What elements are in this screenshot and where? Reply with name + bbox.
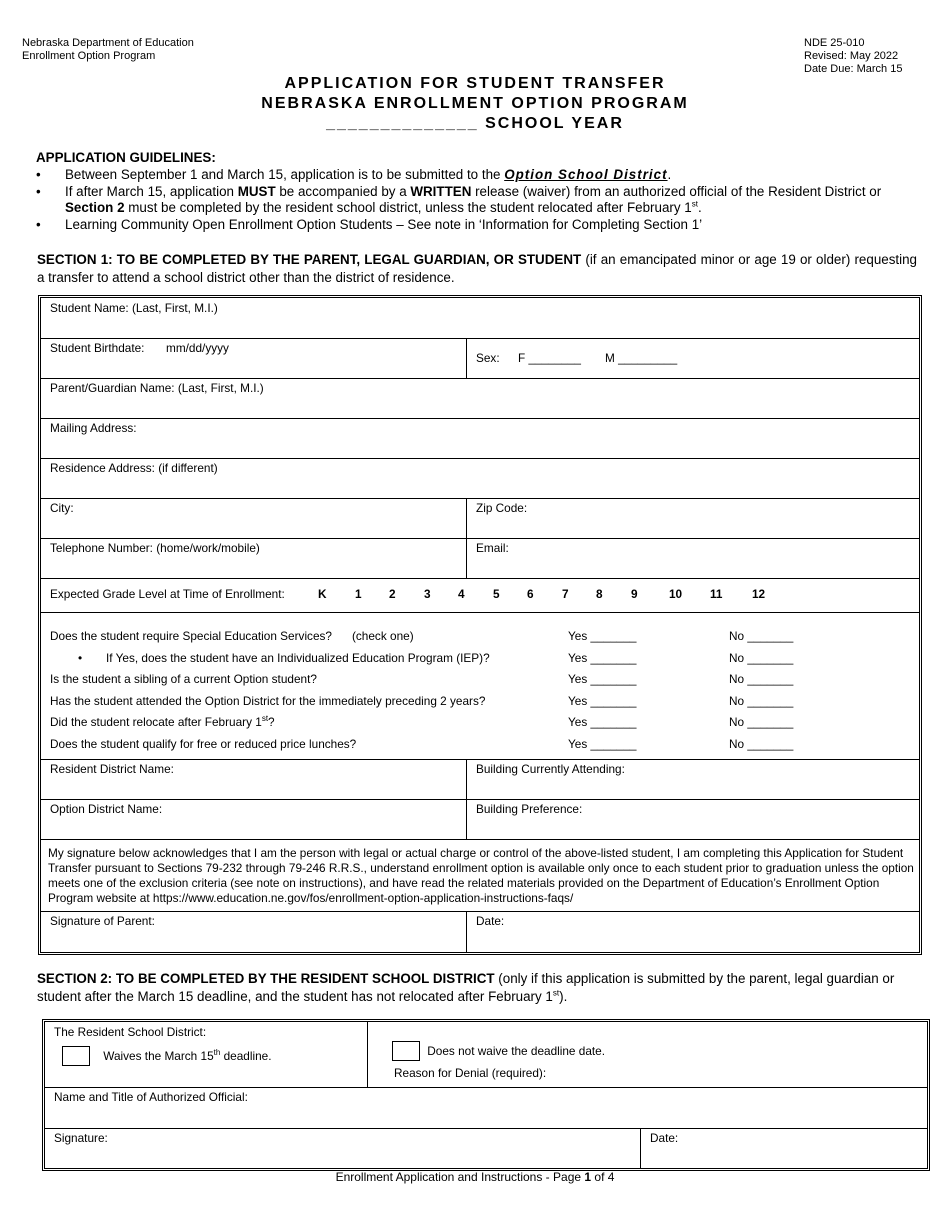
q2-no[interactable]: No _______	[729, 651, 794, 665]
title-line-1: APPLICATION FOR STUDENT TRANSFER	[284, 75, 666, 92]
g2-t2: be accompanied by a	[275, 184, 411, 199]
due-date: Date Due: March 15	[804, 63, 903, 75]
declaration-text: My signature below acknowledges that I am the person with legal or actual charge or control of the above-listed student, I am completing this Application for Student Transfer pursuant to Sections 79-232 through 79-246 R.R.S., understand enrollment option is available only once to each student prior to graduation unless the option meets one of the exclusion criteria (see note on instructions), and have read the related materials provided on the Department of Education’s Enrollment Option Program website at https://www.education.ne.gov/fos/enrollment-option-application-instructions-faqs/	[48, 846, 914, 905]
phone-row	[41, 538, 919, 579]
g2-sup: st	[691, 199, 698, 209]
g2-t3: release (waiver) from an authorized official of the Resident District or	[471, 184, 882, 199]
q6-text: Does the student qualify for free or reduced price lunches?	[50, 737, 357, 751]
waiver-cell	[45, 1022, 367, 1087]
building-preference-label: Building Preference:	[476, 802, 583, 816]
g2-t1: If after March 15, application	[65, 184, 238, 199]
sex-female[interactable]: F ________	[518, 351, 581, 365]
q4-text: Has the student attended the Option District for the immediately preceding 2 years?	[50, 694, 486, 708]
option-district-label: Option District Name:	[50, 802, 163, 816]
email-label: Email:	[476, 541, 509, 555]
g2-must: MUST	[237, 184, 276, 199]
g2-t5: .	[697, 200, 702, 215]
program-name: Enrollment Option Program	[22, 50, 156, 62]
section1-form	[38, 295, 922, 955]
mailing-address-field[interactable]: Mailing Address:	[50, 421, 137, 435]
q2-bullet: •	[78, 651, 83, 665]
g2-section2: Section 2	[65, 200, 125, 215]
resident-district-field[interactable]	[41, 759, 466, 799]
student-name-row	[41, 298, 919, 339]
q1-no[interactable]: No _______	[729, 629, 794, 643]
questions-block	[41, 612, 919, 760]
q4-no[interactable]: No _______	[729, 694, 794, 708]
grade-level-selector	[50, 578, 766, 610]
org-header	[22, 37, 194, 63]
phone-field[interactable]	[41, 538, 466, 578]
waives-option[interactable]	[62, 1046, 272, 1066]
parent-date-label: Date:	[476, 914, 505, 928]
option-district-field[interactable]	[41, 799, 466, 839]
question-relocate	[50, 711, 910, 733]
city-label: City:	[50, 501, 74, 515]
q6-no[interactable]: No _______	[729, 737, 794, 751]
q5-end: ?	[268, 715, 275, 729]
resident-district-heading: The Resident School District:	[54, 1025, 207, 1039]
official-name-field[interactable]: Name and Title of Authorized Official:	[54, 1090, 248, 1104]
grade-label: Expected Grade Level at Time of Enrollment:	[50, 587, 285, 601]
grade-5[interactable]: 5	[493, 587, 500, 601]
official-row	[45, 1087, 927, 1129]
guideline-1	[36, 167, 921, 183]
signature-row	[41, 911, 919, 952]
grade-7[interactable]: 7	[562, 587, 569, 601]
waives-end: deadline.	[220, 1049, 272, 1063]
question-attended	[50, 690, 910, 712]
footer-text: Enrollment Application and Instructions - Page	[335, 1170, 585, 1184]
sex-label: Sex:	[476, 351, 500, 365]
district-date-field[interactable]	[640, 1128, 927, 1168]
declaration-row	[41, 839, 919, 912]
waives-checkbox[interactable]	[62, 1046, 90, 1066]
grade-10[interactable]: 10	[669, 587, 683, 601]
q5-sup: st	[261, 714, 269, 724]
form-info	[804, 37, 902, 76]
grade-12[interactable]: 12	[752, 587, 766, 601]
application-guidelines	[36, 150, 921, 234]
section2-text: (only if this application is submitted by the parent, legal guardian or student after the March 15 deadline, and the student has not relocated after February 1	[37, 971, 895, 1004]
grade-8[interactable]: 8	[596, 587, 603, 601]
guideline-3: • Learning Community Open Enrollment Option Students – See note in ‘Information for Completing Section 1’	[36, 217, 921, 233]
guideline-1-text: Between September 1 and March 15, application is to be submitted to the	[65, 167, 505, 182]
section2-end: ).	[559, 989, 568, 1004]
zip-label: Zip Code:	[476, 501, 528, 515]
org-name: Nebraska Department of Education	[22, 37, 194, 49]
form-number: NDE 25-010	[804, 37, 865, 49]
birthdate-format: mm/dd/yyyy	[166, 341, 229, 355]
grade-row	[41, 578, 919, 613]
not-waive-cell	[367, 1022, 927, 1087]
q5-no[interactable]: No _______	[729, 715, 794, 729]
grade-11[interactable]: 11	[710, 587, 723, 601]
q5-text	[50, 711, 275, 733]
grade-k[interactable]: K	[318, 587, 327, 601]
grade-4[interactable]: 4	[458, 587, 465, 601]
grade-3[interactable]: 3	[424, 587, 431, 601]
footer-total: of 4	[591, 1170, 615, 1184]
not-waive-option[interactable]	[392, 1041, 605, 1061]
phone-label: Telephone Number: (home/work/mobile)	[50, 541, 260, 555]
q1-text	[50, 625, 414, 647]
q2-yes[interactable]: Yes _______	[568, 651, 637, 665]
page-title	[0, 74, 950, 134]
sex-field[interactable]	[466, 338, 919, 378]
district-signature-field[interactable]	[45, 1128, 640, 1168]
waives-sup: th	[213, 1048, 221, 1058]
resident-district-label: Resident District Name:	[50, 762, 174, 776]
q5-label: Did the student relocate after February 1	[50, 715, 262, 729]
birthdate-label: Student Birthdate:	[50, 341, 145, 355]
grade-2[interactable]: 2	[389, 587, 396, 601]
section2-form	[42, 1019, 930, 1171]
title-line-2: NEBRASKA ENROLLMENT OPTION PROGRAM	[261, 95, 689, 112]
email-field[interactable]	[466, 538, 919, 578]
section2-intro	[37, 970, 922, 1006]
q3-yes[interactable]: Yes _______	[568, 672, 637, 686]
not-waive-label: Does not waive the deadline date.	[427, 1044, 606, 1058]
city-field[interactable]	[41, 498, 466, 538]
page-footer	[0, 1170, 950, 1184]
parent-signature-field[interactable]	[41, 911, 466, 952]
building-attending-label: Building Currently Attending:	[476, 762, 625, 776]
building-preference-field[interactable]	[466, 799, 919, 839]
parent-name-row	[41, 378, 919, 419]
q1-check-one: (check one)	[351, 629, 414, 643]
g2-t4: must be completed by the resident school district, unless the student relocated after February 1	[124, 200, 692, 215]
option-school-district-link: Option School District	[504, 167, 668, 182]
parent-name-field[interactable]: Parent/Guardian Name: (Last, First, M.I.)	[50, 381, 264, 395]
district-signature-row	[45, 1128, 927, 1168]
section1-heading: SECTION 1: TO BE COMPLETED BY THE PARENT, LEGAL GUARDIAN, OR STUDENT	[37, 252, 582, 267]
reason-for-denial-field[interactable]: Reason for Denial (required):	[394, 1066, 547, 1080]
section2-heading: SECTION 2: TO BE COMPLETED BY THE RESIDENT SCHOOL DISTRICT	[37, 971, 495, 986]
question-iep	[50, 647, 910, 669]
section1-intro	[37, 251, 917, 287]
q6-yes[interactable]: Yes _______	[568, 737, 637, 751]
g2-written: WRITTEN	[410, 184, 472, 199]
q5-yes[interactable]: Yes _______	[568, 715, 637, 729]
building-attending-field[interactable]	[466, 759, 919, 799]
birthdate-field[interactable]	[41, 338, 466, 378]
section1-text: (if an emancipated minor or age 19 or older) requesting a transfer to attend a school district other than the district of residence.	[37, 252, 917, 285]
grade-9[interactable]: 9	[631, 587, 638, 601]
question-lunch	[50, 733, 910, 755]
guideline-1-end: .	[667, 167, 672, 182]
district-signature-label: Signature:	[54, 1131, 108, 1145]
city-row	[41, 498, 919, 539]
q1-label: Does the student require Special Education Services?	[50, 629, 332, 643]
waiver-row	[45, 1022, 927, 1088]
option-district-row	[41, 799, 919, 840]
sex-male[interactable]: M _________	[605, 351, 678, 365]
question-special-ed	[50, 625, 910, 647]
resident-district-row	[41, 759, 919, 800]
parent-signature-label: Signature of Parent:	[50, 914, 155, 928]
residence-address-field[interactable]: Residence Address: (if different)	[50, 461, 218, 475]
q3-text: Is the student a sibling of a current Option student?	[50, 672, 317, 686]
guidelines-heading: APPLICATION GUIDELINES:	[36, 150, 216, 165]
section2-sup: st	[552, 988, 560, 998]
zip-field[interactable]	[466, 498, 919, 538]
guideline-2	[36, 184, 921, 216]
birthdate-row	[41, 338, 919, 379]
title-line-3: ______________ SCHOOL YEAR	[326, 115, 624, 132]
not-waive-checkbox[interactable]	[392, 1041, 420, 1061]
residence-row	[41, 458, 919, 499]
waives-label	[103, 1049, 271, 1063]
revised-date: Revised: May 2022	[804, 50, 899, 62]
student-name-field[interactable]: Student Name: (Last, First, M.I.)	[50, 301, 218, 315]
q2-text: If Yes, does the student have an Individualized Education Program (IEP)?	[106, 651, 490, 665]
q3-no[interactable]: No _______	[729, 672, 794, 686]
footer-page-number: 1	[584, 1170, 592, 1184]
district-date-label: Date:	[650, 1131, 679, 1145]
mailing-row	[41, 418, 919, 459]
question-sibling	[50, 668, 910, 690]
grade-1[interactable]: 1	[355, 587, 362, 601]
parent-date-field[interactable]	[466, 911, 919, 952]
waives-text: Waives the March 15	[103, 1049, 214, 1063]
grade-6[interactable]: 6	[527, 587, 534, 601]
q4-yes[interactable]: Yes _______	[568, 694, 637, 708]
q1-yes[interactable]: Yes _______	[568, 629, 637, 643]
